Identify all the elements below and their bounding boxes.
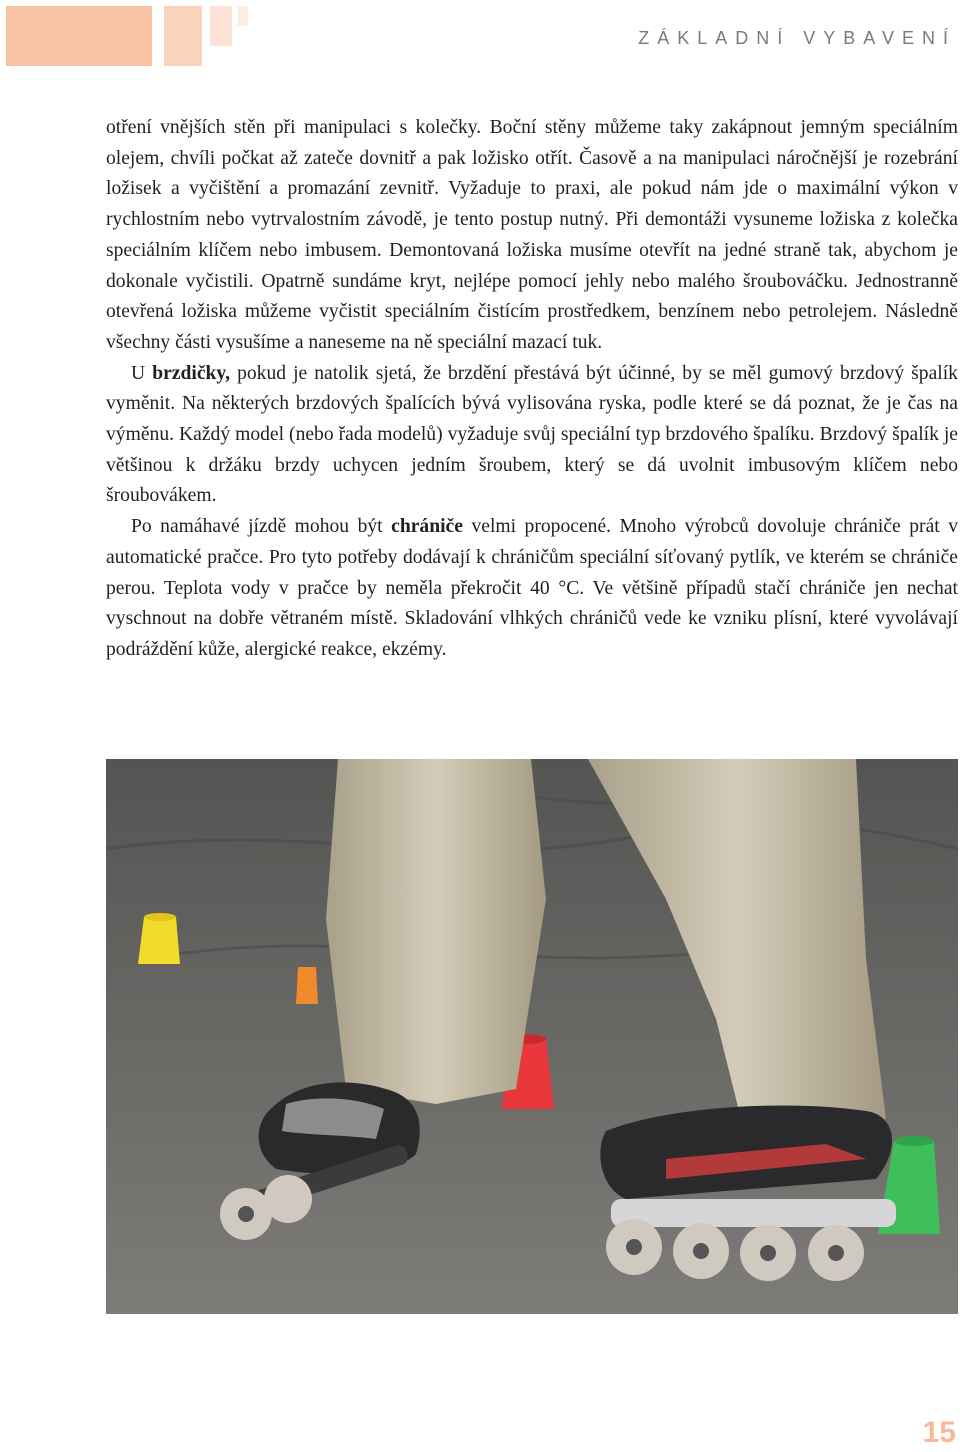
- cone-yellow: [138, 913, 180, 964]
- left-trouser-leg: [326, 759, 546, 1104]
- paragraph-brake-lead: U: [131, 362, 153, 384]
- paragraph-protectors: [106, 512, 958, 666]
- running-header: ZÁKLADNÍ VYBAVENÍ: [638, 28, 956, 48]
- paragraph-brake-body: pokud je natolik sjetá, že brzdění přestává být účinné, by se měl gumový brzdový špalík vyměnit. Na některých brzdových špalících bývá vylisována ryska, podle které se dá poznat, že je čas na výměnu. Každý model (nebo řada modelů) vyžaduje svůj speciální typ brzdového špalíku. Brzdový špalík je většinou k držáku brzdy uchycen jedním šroubem, který se dá uvolnit imbusovým klíčem nebo šroubovákem.: [106, 362, 958, 507]
- paragraph-protectors-lead: Po namáhavé jízdě mohou být: [131, 516, 392, 538]
- corner-decoration: [0, 0, 260, 70]
- page-number: 15: [922, 1416, 956, 1449]
- inline-skates-photo: [106, 759, 958, 1314]
- cone-orange: [296, 967, 318, 1004]
- term-protectors: chrániče: [391, 516, 463, 538]
- paragraph-bearings: otření vnějších stěn při manipulaci s kolečky. Boční stěny můžeme taky zakápnout jemným speciálním olejem, chvíli počkat až zateče dovnitř a pak ložisko otřít. Časově a na manipulaci náročnější je rozebrání ložisek a vyčištění a promazání zevnitř. Vyžaduje to praxi, ale pokud nám jde o maximální výkon v rychlostním nebo vytrvalostním závodě, je tento postup nutný. Při demontáži vysuneme ložiska z kolečka speciálním klíčem nebo imbusem. Demontovaná ložiska musíme otevřít na jedné straně tak, abychom je dokonale vyčistili. Opatrně sundáme kryt, nejlépe pomocí jehly nebo malého šroubováčku. Jednostranně otevřená ložiska můžeme vyčistit speciálním čistícím prostředkem, benzínem nebo petrolejem. Následně všechny části vysušíme a naneseme na ně speciální mazací tuk.: [106, 117, 958, 353]
- paragraph-brake: [106, 359, 958, 513]
- paragraph-protectors-body: velmi propocené. Mnoho výrobců dovoluje chrániče prát v automatické pračce. Pro tyto potřeby dodávají k chráničům speciální síťovaný pytlík, ve kterém se chrániče perou. Teplota vody v pračce by neměla překročit 40 °C. Ve většině případů stačí chrániče jen nechat vyschnout na dobře větraném místě. Skladování vlhkých chráničů vede ke vzniku plísní, které vyvolávají podráždění kůže, alergické reakce, ekzémy.: [106, 516, 958, 660]
- body-text: [106, 113, 958, 666]
- term-brake: brzdičky,: [152, 362, 231, 384]
